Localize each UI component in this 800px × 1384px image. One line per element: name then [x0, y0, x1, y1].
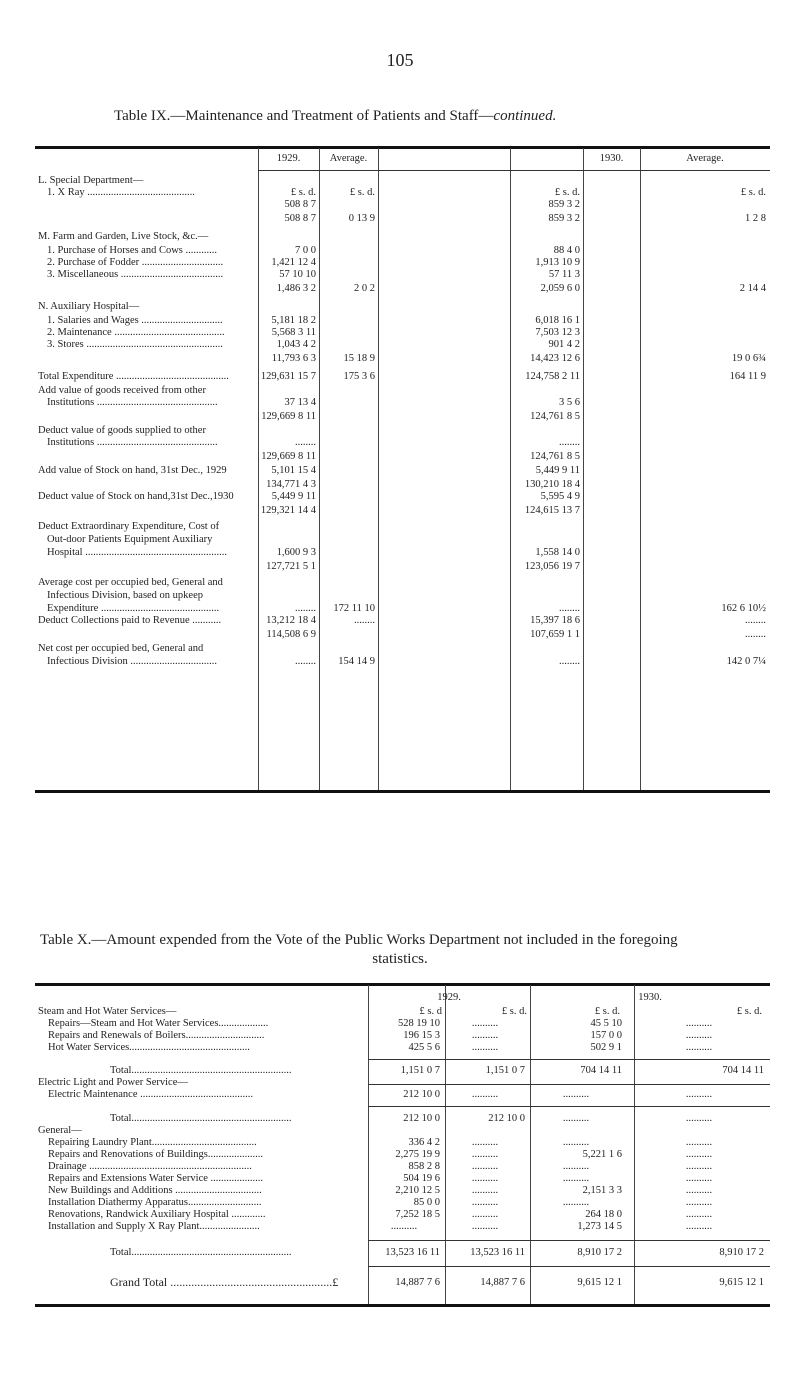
table10-cell: .......... — [685, 1042, 713, 1053]
table9-cell: 508 8 7 — [284, 213, 316, 224]
table9-cell: £ s. d. — [740, 187, 766, 198]
table9-cell: 129,669 8 11 — [261, 411, 316, 422]
table9-caption-text: Table IX.—Maintenance and Treatment of Patients and Staff— — [114, 108, 494, 124]
table10-total-label: Total............................................................. — [110, 1065, 292, 1076]
table9-cell: 508 8 7 — [284, 199, 316, 210]
table10-cell: 1,151 0 7 — [400, 1065, 440, 1076]
table9-cell: 127,721 5 1 — [266, 561, 316, 572]
table9-cell: 15,397 18 6 — [530, 615, 580, 626]
table10-row-label: Steam and Hot Water Services— — [38, 1006, 177, 1017]
table9-caption — [114, 108, 556, 125]
table9-row-label: Hospital ...................................................... — [47, 547, 227, 558]
table10-top-rule — [35, 983, 770, 986]
table9-row-label: 3. Miscellaneous ....................................... — [47, 269, 224, 280]
table9-row-label: 2. Maintenance .......................................... — [47, 327, 225, 338]
table10-cell: .......... — [685, 1197, 713, 1208]
table9-row-label: Deduct value of goods supplied to other — [38, 425, 206, 436]
table9-cell: 5,449 9 11 — [271, 491, 316, 502]
table9-header-1930: 1930. — [599, 153, 624, 164]
table10-cell: 157 0 0 — [590, 1030, 622, 1041]
table10-rule — [368, 1240, 770, 1241]
table10-cell: 196 15 3 — [403, 1030, 440, 1041]
table10-cell: 9,615 12 1 — [577, 1277, 622, 1288]
table10-cell: .......... — [562, 1089, 590, 1100]
table9-cell: 129,669 8 11 — [261, 451, 316, 462]
table10-cell: .......... — [562, 1137, 590, 1148]
table10-row-label: Drainage .............................................................. — [48, 1161, 252, 1172]
table10-cell: .......... — [471, 1089, 499, 1100]
table10-cell: .......... — [562, 1161, 590, 1172]
table10-cell: .......... — [685, 1137, 713, 1148]
table10-cell: .......... — [685, 1089, 713, 1100]
table9-cell: 37 13 4 — [284, 397, 316, 408]
table9-cell: 57 11 3 — [548, 269, 580, 280]
table9-cell: 6,018 16 1 — [535, 315, 580, 326]
table9-row-label: 1. Purchase of Horses and Cows ............ — [47, 245, 218, 256]
table10-bottom-rule — [35, 1304, 770, 1307]
page-number: 105 — [386, 50, 414, 70]
table9-cell: 1,043 4 2 — [276, 339, 316, 350]
table9-cell: 19 0 6¾ — [731, 353, 766, 364]
table10-cell: .......... — [685, 1113, 713, 1124]
table10-cell: 5,221 1 6 — [582, 1149, 622, 1160]
table10-row-label: Renovations, Randwick Auxiliary Hospital ............. — [48, 1209, 266, 1220]
table10-row-label: Repairs and Renewals of Boilers.............................. — [48, 1030, 265, 1041]
table9-cell: 13,212 18 4 — [266, 615, 316, 626]
table10-cell: 13,523 16 11 — [470, 1247, 525, 1258]
table9-cell: 5,595 4 9 — [540, 491, 580, 502]
table10-cell: .......... — [390, 1221, 418, 1232]
table10-caption: Table X.—Amount expended from the Vote of the Public Works Department not included in the foregoing — [40, 932, 678, 948]
table10-total-label: Total............................................................. — [110, 1247, 292, 1258]
table9-cell: 124,761 8 5 — [530, 411, 580, 422]
table9-cell: 162 6 10½ — [721, 603, 766, 614]
table10-cell: .......... — [471, 1149, 499, 1160]
table10-rule — [368, 1059, 770, 1060]
table10-cell: 45 5 10 — [590, 1018, 622, 1029]
table9-cell: 129,631 15 7 — [260, 371, 316, 382]
table10-cell: .......... — [685, 1161, 713, 1172]
table9-cell: 172 11 10 — [333, 603, 375, 614]
table9-cell: 88 4 0 — [553, 245, 580, 256]
table9-cell: 2 14 4 — [739, 283, 766, 294]
table9-row-label: Institutions .............................................. — [47, 397, 218, 408]
table9-cell: 14,423 12 6 — [530, 353, 580, 364]
table9-cell: 15 18 9 — [343, 353, 375, 364]
table10-row-label: Installation Diathermy Apparatus............................ — [48, 1197, 262, 1208]
table9-row-label: 2. Purchase of Fodder ............................... — [47, 257, 224, 268]
table9-cell: 5,181 18 2 — [271, 315, 316, 326]
table9-cell: 1 2 8 — [745, 213, 766, 224]
table10-year-1929: 1929. — [437, 992, 461, 1003]
table9-row-label: Infectious Division ................................. — [47, 656, 218, 667]
table10-row-label: Installation and Supply X Ray Plant....................... — [48, 1221, 260, 1232]
table9-cell: 901 4 2 — [548, 339, 580, 350]
table10-cell: 2,151 3 3 — [582, 1185, 622, 1196]
table10-cell: .......... — [471, 1161, 499, 1172]
table9-cell: ........ — [295, 437, 316, 448]
table9-cell: 5,101 15 4 — [271, 465, 316, 476]
table9-header-rule — [258, 170, 770, 171]
table10-rule — [368, 1106, 770, 1107]
table9-cell: £ s. d. — [554, 187, 580, 198]
table9-header-1929: 1929. — [276, 153, 301, 164]
table9-cell: 1,486 3 2 — [276, 283, 316, 294]
table10-cell: 2,210 12 5 — [395, 1185, 440, 1196]
table9-col-divider — [378, 148, 379, 790]
table10-cell: .......... — [471, 1018, 499, 1029]
table10-cell: .......... — [685, 1185, 713, 1196]
table9-cell: 124,615 13 7 — [524, 505, 580, 516]
table10-cell: 14,887 7 6 — [395, 1277, 440, 1288]
table9-row-label: Out-door Patients Equipment Auxiliary — [47, 534, 213, 545]
table9-cell: ........ — [354, 615, 375, 626]
table9-cell: 11,793 6 3 — [271, 353, 316, 364]
table9-cell: 7,503 12 3 — [535, 327, 580, 338]
table9-cell: 5,568 3 11 — [271, 327, 316, 338]
table10-cell: .......... — [471, 1042, 499, 1053]
table10-cell: .......... — [471, 1197, 499, 1208]
table9-cell: ........ — [745, 615, 766, 626]
table9-cell: 859 3 2 — [548, 199, 580, 210]
table10-rule — [368, 1266, 770, 1267]
table9-cell: 123,056 19 7 — [524, 561, 580, 572]
table9-row-label: 1. Salaries and Wages ............................... — [47, 315, 223, 326]
table9-cell: 1,913 10 9 — [535, 257, 580, 268]
table10-cell: .......... — [685, 1149, 713, 1160]
table9-row-label: Add value of goods received from other — [38, 385, 206, 396]
table9-cell: ........ — [295, 603, 316, 614]
table10-cell: 1,151 0 7 — [485, 1065, 525, 1076]
table9-bottom-rule — [35, 790, 770, 793]
table10-row-label: Repairing Laundry Plant........................................ — [48, 1137, 257, 1148]
table10-year-1930: 1930. — [638, 992, 662, 1003]
table9-cell: 124,758 2 11 — [525, 371, 580, 382]
table10-cell: 264 18 0 — [585, 1209, 622, 1220]
table9-cell: ........ — [295, 656, 316, 667]
table10-cell: .......... — [685, 1030, 713, 1041]
table9-cell: 164 11 9 — [729, 371, 766, 382]
table10-cell: 85 0 0 — [413, 1197, 440, 1208]
table9-cell: ........ — [745, 629, 766, 640]
table9-cell: 1,558 14 0 — [535, 547, 580, 558]
table10-cell: 212 10 0 — [403, 1089, 440, 1100]
table10-cell: .......... — [562, 1113, 590, 1124]
table10-cell: 704 14 11 — [722, 1065, 764, 1076]
table10-cell: 1,273 14 5 — [577, 1221, 622, 1232]
table9-cell: 1,600 9 3 — [276, 547, 316, 558]
table9-cell: 57 10 10 — [279, 269, 316, 280]
table9-cell: £ s. d. — [349, 187, 375, 198]
table9-header-average: Average. — [686, 153, 724, 164]
table9-row-label: N. Auxiliary Hospital— — [38, 301, 140, 312]
table10-units: £ s. d. — [594, 1006, 620, 1017]
table10-total-label: Grand Total ......................................................£ — [110, 1275, 339, 1289]
table9-cell: 114,508 6 9 — [266, 629, 316, 640]
table10-units: £ s. d — [419, 1006, 442, 1017]
table10-cell: .......... — [471, 1209, 499, 1220]
table10-row-label: New Buildings and Additions ................................. — [48, 1185, 262, 1196]
table10-row-label: Repairs and Extensions Water Service .................... — [48, 1173, 264, 1184]
table9-cell: 175 3 6 — [343, 371, 375, 382]
table9-cell: ........ — [559, 437, 580, 448]
table10-cell: .......... — [685, 1209, 713, 1220]
table10-row-label: Repairs and Renovations of Buildings..................... — [48, 1149, 263, 1160]
table9-col-divider — [583, 148, 584, 790]
table10-cell: .......... — [471, 1030, 499, 1041]
table10-cell: .......... — [471, 1173, 499, 1184]
table10-cell: .......... — [471, 1221, 499, 1232]
table9-cell: £ s. d. — [290, 187, 316, 198]
table10-cell: 704 14 11 — [580, 1065, 622, 1076]
table10-cell: 13,523 16 11 — [385, 1247, 440, 1258]
table10-row-label: General— — [38, 1125, 82, 1136]
table10-cell: 336 4 2 — [408, 1137, 440, 1148]
table9-row-label: Net cost per occupied bed, General and — [38, 643, 204, 654]
table9-cell: 2 0 2 — [354, 283, 375, 294]
table9-row-label: L. Special Department— — [38, 175, 144, 186]
table9-row-label: Total Expenditure ........................................... — [38, 371, 229, 382]
table10-cell: 212 10 0 — [403, 1113, 440, 1124]
table9-cell: ........ — [559, 603, 580, 614]
table9-cell: 1,421 12 4 — [271, 257, 316, 268]
table9-row-label: Deduct value of Stock on hand,31st Dec.,1930 — [38, 491, 234, 502]
table10-cell: .......... — [471, 1185, 499, 1196]
table9-cell: 107,659 1 1 — [530, 629, 580, 640]
table9-top-rule — [35, 146, 770, 149]
table9-cell: 154 14 9 — [338, 656, 375, 667]
table9-row-label: Expenditure ............................................. — [47, 603, 220, 614]
table9-row-label: M. Farm and Garden, Live Stock, &c.— — [38, 231, 209, 242]
table10-caption-line2: statistics. — [372, 951, 428, 967]
table9-row-label: Deduct Collections paid to Revenue ........... — [38, 615, 222, 626]
table10-cell: 8,910 17 2 — [719, 1247, 764, 1258]
table10-row-label: Hot Water Services.............................................. — [48, 1042, 250, 1053]
table10-cell: 502 9 1 — [590, 1042, 622, 1053]
table10-row-label: Repairs—Steam and Hot Water Services................... — [48, 1018, 269, 1029]
table10-cell: 14,887 7 6 — [480, 1277, 525, 1288]
table10-cell: 8,910 17 2 — [577, 1247, 622, 1258]
table10-cell: 9,615 12 1 — [719, 1277, 764, 1288]
table9-cell: 134,771 4 3 — [266, 479, 316, 490]
table9-col-divider — [319, 148, 320, 790]
table9-row-label: Average cost per occupied bed, General and — [38, 577, 223, 588]
table10-cell: .......... — [685, 1018, 713, 1029]
table10-cell: 425 5 6 — [408, 1042, 440, 1053]
table10-cell: .......... — [685, 1173, 713, 1184]
table9-row-label: Add value of Stock on hand, 31st Dec., 1929 — [38, 465, 227, 476]
table10-units: £ s. d. — [501, 1006, 527, 1017]
table9-col-divider — [640, 148, 641, 790]
table9-row-label: Infectious Division, based on upkeep — [47, 590, 204, 601]
table10-cell: 858 2 8 — [408, 1161, 440, 1172]
table10-cell: 7,252 18 5 — [395, 1209, 440, 1220]
table9-cell: 142 0 7¼ — [726, 656, 766, 667]
table10-cell: .......... — [685, 1221, 713, 1232]
table10-total-label: Total............................................................. — [110, 1113, 292, 1124]
table10-cell: .......... — [562, 1173, 590, 1184]
table10-rule — [368, 1084, 770, 1085]
table9-cell: 859 3 2 — [548, 213, 580, 224]
table9-row-label: 1. X Ray ......................................... — [47, 187, 195, 198]
table9-cell: 0 13 9 — [348, 213, 375, 224]
table9-cell: 124,761 8 5 — [530, 451, 580, 462]
table9-cell: ........ — [559, 656, 580, 667]
table10-row-label: Electric Maintenance ........................................... — [48, 1089, 253, 1100]
table9-row-label: Deduct Extraordinary Expenditure, Cost of — [38, 521, 220, 532]
table9-cell: 130,210 18 4 — [524, 479, 580, 490]
table9-cell: 5,449 9 11 — [535, 465, 580, 476]
table10-cell: 212 10 0 — [488, 1113, 525, 1124]
table9-cell: 2,059 6 0 — [540, 283, 580, 294]
table9-cell: 7 0 0 — [295, 245, 316, 256]
table10-row-label: Electric Light and Power Service— — [38, 1077, 188, 1088]
table9-header-average: Average. — [329, 153, 368, 164]
table10-cell: .......... — [471, 1137, 499, 1148]
table10-cell: 528 19 10 — [398, 1018, 440, 1029]
table9-cell: 3 5 6 — [559, 397, 580, 408]
table10-cell: .......... — [562, 1197, 590, 1208]
table9-cell: 129,321 14 4 — [260, 505, 316, 516]
table10-cell: 504 19 6 — [403, 1173, 440, 1184]
table9-row-label: 3. Stores .................................................... — [47, 339, 223, 350]
table9-caption-suffix: continued. — [493, 108, 557, 124]
table9-row-label: Institutions .............................................. — [47, 437, 218, 448]
table10-cell: 2,275 19 9 — [395, 1149, 440, 1160]
table10-units: £ s. d. — [736, 1006, 762, 1017]
